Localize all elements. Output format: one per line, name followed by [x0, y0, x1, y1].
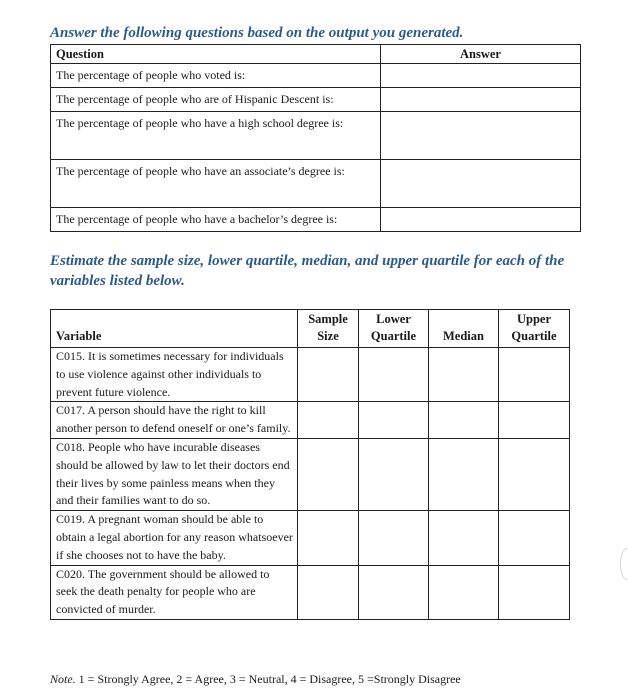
table-row: [51, 511, 570, 565]
table-row: [51, 64, 581, 88]
upper-quartile-cell[interactable]: [499, 438, 570, 510]
lower-quartile-cell[interactable]: [359, 402, 429, 439]
table-note: [50, 671, 461, 687]
question-cell: The percentage of people who have an associate’s degree is:: [51, 160, 381, 208]
answer-cell[interactable]: [381, 160, 581, 208]
lower-quartile-cell[interactable]: [359, 511, 429, 565]
table-row: [51, 208, 581, 232]
sample-size-cell[interactable]: [298, 348, 359, 402]
answer-cell[interactable]: [381, 88, 581, 112]
question-cell: The percentage of people who have a high school degree is:: [51, 112, 381, 160]
table-row: [51, 112, 581, 160]
answer-cell[interactable]: [381, 64, 581, 88]
note-text: 1 = Strongly Agree, 2 = Agree, 3 = Neutral, 4 = Disagree, 5 =Strongly Disagree: [78, 672, 461, 686]
question-column-header: Question: [51, 45, 381, 64]
lower-quartile-column-header: Lower Quartile: [359, 310, 429, 348]
answer-column-header: Answer: [381, 45, 581, 64]
median-cell[interactable]: [429, 438, 499, 510]
page-edge-mark: [620, 548, 628, 580]
sample-size-column-header: Sample Size: [298, 310, 359, 348]
upper-quartile-column-header: Upper Quartile: [499, 310, 570, 348]
answer-cell[interactable]: [381, 208, 581, 232]
sample-size-cell[interactable]: [298, 402, 359, 439]
lower-quartile-cell[interactable]: [359, 348, 429, 402]
median-cell[interactable]: [429, 511, 499, 565]
lower-quartile-cell[interactable]: [359, 438, 429, 510]
table-header-row: [51, 310, 570, 348]
lower-quartile-cell[interactable]: [359, 565, 429, 619]
median-cell[interactable]: [429, 348, 499, 402]
questions-table: [50, 44, 581, 232]
section2-heading: Estimate the sample size, lower quartile, median, and upper quartile for each of the variables listed below.: [50, 253, 565, 289]
table-header-row: [51, 45, 581, 64]
variable-cell: C020. The government should be allowed to seek the death penalty for people who are convicted of murder.: [51, 565, 298, 619]
quartiles-table: [50, 309, 570, 620]
sample-size-cell[interactable]: [298, 438, 359, 510]
upper-quartile-cell[interactable]: [499, 565, 570, 619]
sample-size-cell[interactable]: [298, 511, 359, 565]
table-row: [51, 160, 581, 208]
section1-heading: Answer the following questions based on the output you generated.: [50, 25, 464, 41]
median-column-header: Median: [429, 310, 499, 348]
variable-cell: C019. A pregnant woman should be able to obtain a legal abortion for any reason whatsoever if she chooses not to have the baby.: [51, 511, 298, 565]
variable-cell: C018. People who have incurable diseases should be allowed by law to let their doctors end their lives by some painless means when they and their families want to do so.: [51, 438, 298, 510]
median-cell[interactable]: [429, 565, 499, 619]
table-row: [51, 402, 570, 439]
table-row: [51, 565, 570, 619]
variable-cell: C017. A person should have the right to kill another person to defend oneself or one’s family.: [51, 402, 298, 439]
question-cell: The percentage of people who have a bachelor’s degree is:: [51, 208, 381, 232]
table-row: [51, 88, 581, 112]
upper-quartile-cell[interactable]: [499, 402, 570, 439]
sample-size-cell[interactable]: [298, 565, 359, 619]
question-cell: The percentage of people who are of Hispanic Descent is:: [51, 88, 381, 112]
variable-cell: C015. It is sometimes necessary for individuals to use violence against other individuals to prevent future violence.: [51, 348, 298, 402]
table-row: [51, 348, 570, 402]
table-row: [51, 438, 570, 510]
upper-quartile-cell[interactable]: [499, 511, 570, 565]
variable-column-header: Variable: [51, 310, 298, 348]
note-label: Note.: [50, 672, 76, 686]
question-cell: The percentage of people who voted is:: [51, 64, 381, 88]
median-cell[interactable]: [429, 402, 499, 439]
upper-quartile-cell[interactable]: [499, 348, 570, 402]
answer-cell[interactable]: [381, 112, 581, 160]
